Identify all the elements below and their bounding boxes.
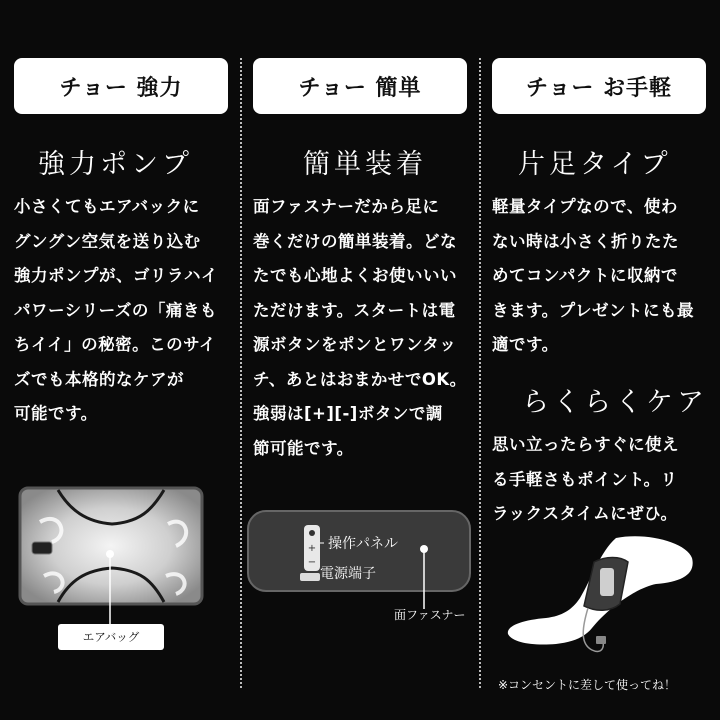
- text-line: ちイイ」の秘密。このサイ: [14, 335, 217, 354]
- panel-label: 操作パネル: [328, 536, 398, 552]
- pill-strong-label: チョー 強力: [59, 75, 183, 101]
- pill-strong: [14, 58, 228, 114]
- heading-easy-care: らくらくケア: [522, 387, 708, 418]
- heading-single-leg: 片足タイプ: [518, 149, 672, 180]
- text-line: グングン空気を送り込む: [14, 231, 201, 251]
- text-line: ただけます。スタートは電: [253, 300, 456, 320]
- leg-illustration: [496, 528, 716, 668]
- column-divider-1: [240, 58, 242, 688]
- text-line: パワーシリーズの「痛きも: [14, 300, 217, 320]
- control-panel-power-dot: [309, 530, 315, 536]
- text-line: ない時は小さく折りたた: [492, 231, 679, 251]
- text-line: ズでも本格的なケアが: [14, 369, 184, 389]
- text-line: 源ボタンをポンとワンタッ: [253, 335, 457, 354]
- control-panel-plus: +: [307, 543, 317, 554]
- wrap-device-illustration: [244, 505, 476, 617]
- text-line: 軽量タイプなので、使わ: [492, 197, 678, 216]
- text-line: 節可能です。: [253, 438, 354, 458]
- text-line: 強弱は[+][-]ボタンで調: [253, 404, 443, 423]
- heading-strong-pump: 強力ポンプ: [38, 149, 193, 180]
- power-plug: [596, 636, 606, 644]
- footnote: ※コンセントに差して使ってね！: [498, 678, 677, 692]
- text-line: チ、あとはおまかせでOK。: [253, 369, 467, 389]
- fastener-label: 面ファスナー: [394, 608, 466, 622]
- control-panel-minus: −: [307, 557, 317, 568]
- heading-easy-wear: 簡単装着: [303, 149, 427, 180]
- text-line: 適です。: [492, 335, 559, 354]
- body-easy-wear: [253, 190, 467, 466]
- airbag-tag: [58, 624, 164, 650]
- pill-easy-label: チョー 簡単: [298, 75, 422, 101]
- pill-handy: [492, 58, 706, 114]
- text-line: きます。プレゼントにも最: [492, 300, 695, 320]
- text-line: 小さくてもエアバックに: [14, 197, 200, 216]
- pill-handy-label: チョー お手軽: [526, 75, 672, 101]
- leg-device-panel: [600, 568, 614, 596]
- text-line: ラックスタイムにぜひ。: [492, 504, 678, 523]
- text-line: 思い立ったらすぐに使え: [492, 435, 679, 454]
- pill-easy: [253, 58, 467, 114]
- airbag-connector: [32, 542, 52, 554]
- body-easy-care: [492, 428, 679, 532]
- body-single-leg: [492, 190, 694, 363]
- body-strong-pump: [14, 190, 218, 432]
- text-line: 強力ポンプが、ゴリラハイ: [14, 266, 218, 285]
- text-line: たでも心地よくお使いいい: [253, 266, 457, 285]
- text-line: 可能です。: [14, 404, 98, 423]
- airbag-illustration: [0, 480, 240, 640]
- text-line: 面ファスナーだから足に: [253, 197, 440, 216]
- text-line: めてコンパクトに収納で: [492, 266, 678, 285]
- airbag-tag-label: エアバッグ: [82, 630, 140, 644]
- text-line: 巻くだけの簡単装着。どな: [253, 231, 457, 251]
- power-port: [300, 573, 320, 581]
- power-label: 電源端子: [320, 566, 376, 582]
- text-line: る手軽さもポイント。リ: [492, 469, 678, 489]
- column-divider-2: [479, 58, 481, 688]
